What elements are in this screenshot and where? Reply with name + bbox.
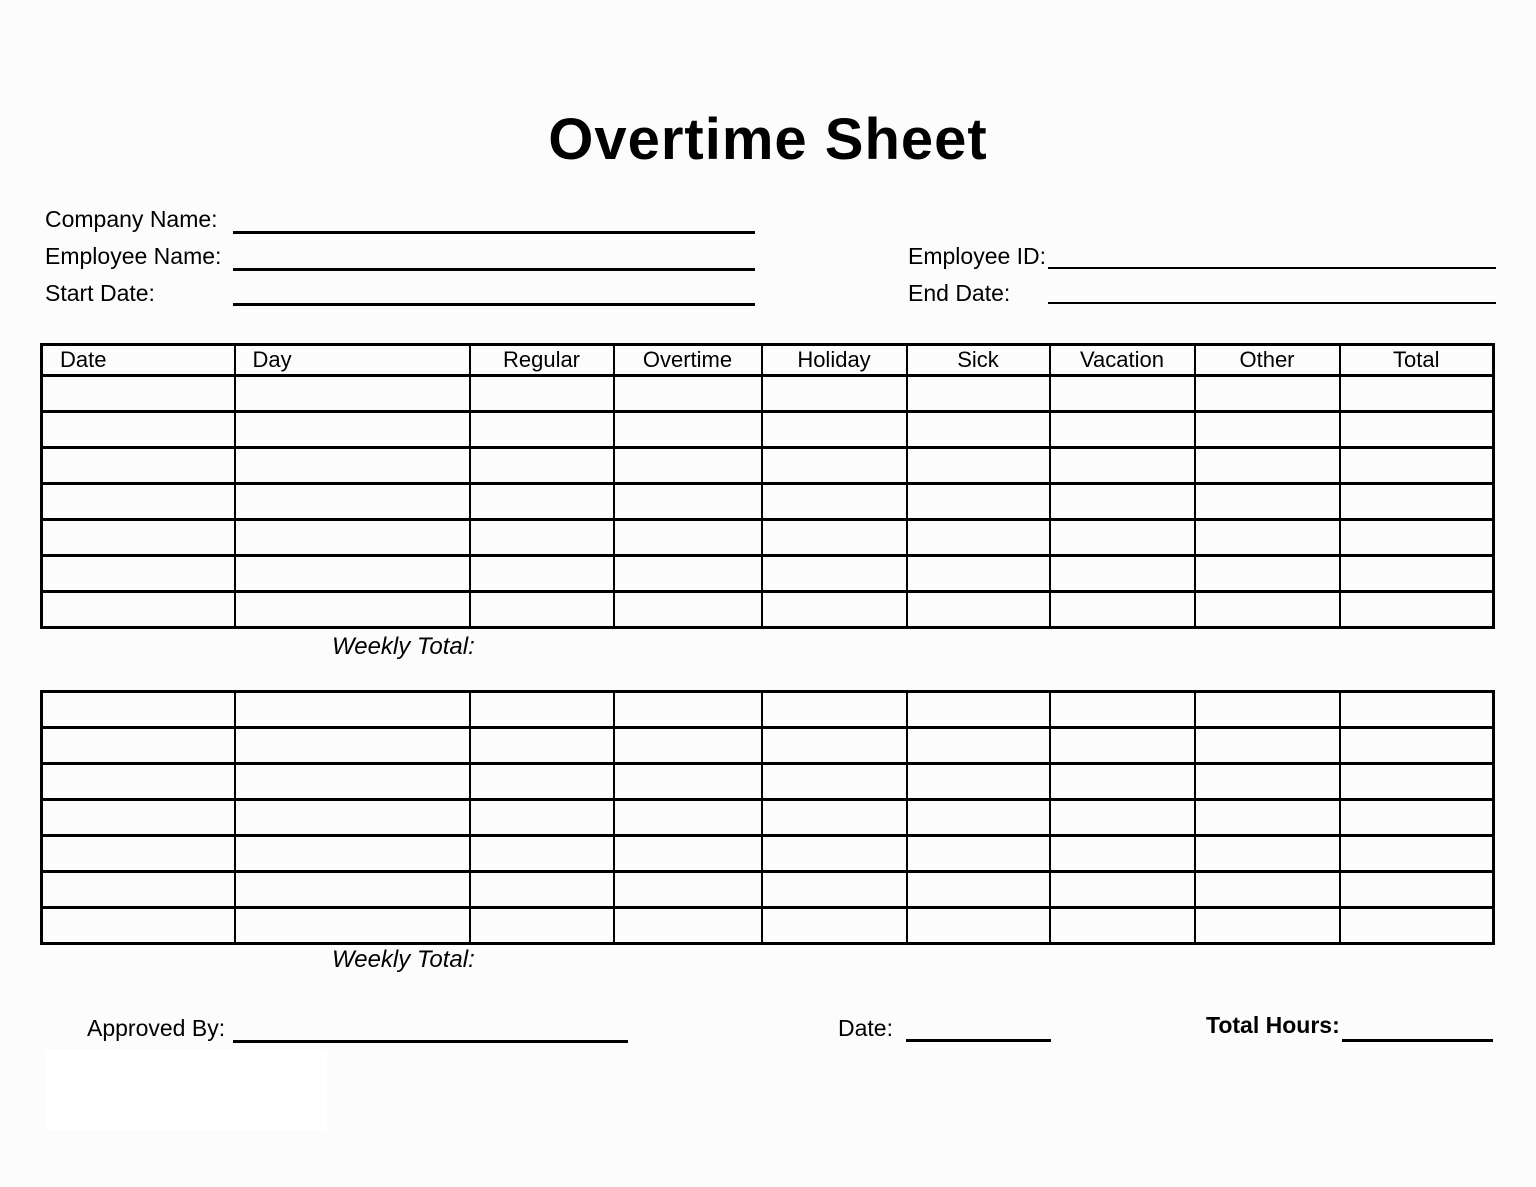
table-row <box>42 412 1494 448</box>
table-row <box>42 448 1494 484</box>
table-cell[interactable] <box>470 520 614 556</box>
table-cell[interactable] <box>762 520 907 556</box>
table-cell[interactable] <box>42 800 235 836</box>
table-cell[interactable] <box>1050 908 1195 944</box>
table-cell[interactable] <box>470 908 614 944</box>
table-cell[interactable] <box>614 908 762 944</box>
table-cell[interactable] <box>470 556 614 592</box>
table-cell[interactable] <box>907 800 1050 836</box>
table-cell[interactable] <box>1340 556 1494 592</box>
table-cell[interactable] <box>1050 872 1195 908</box>
table-cell[interactable] <box>1340 484 1494 520</box>
table-cell[interactable] <box>42 836 235 872</box>
col-header-other: Other <box>1195 345 1340 376</box>
company-name-label: Company Name: <box>45 206 218 232</box>
table-cell[interactable] <box>235 836 470 872</box>
employee-id-field[interactable] <box>1048 267 1496 269</box>
table-cell[interactable] <box>762 800 907 836</box>
col-header-vacation: Vacation <box>1050 345 1195 376</box>
table-cell[interactable] <box>42 376 235 412</box>
table-cell[interactable] <box>235 908 470 944</box>
table-cell[interactable] <box>762 728 907 764</box>
table-row <box>42 800 1494 836</box>
table-cell[interactable] <box>470 728 614 764</box>
table-cell[interactable] <box>1195 592 1340 628</box>
table-cell[interactable] <box>42 592 235 628</box>
table-cell[interactable] <box>1340 412 1494 448</box>
table-row <box>42 836 1494 872</box>
table-cell[interactable] <box>614 728 762 764</box>
table-cell[interactable] <box>235 556 470 592</box>
table-cell[interactable] <box>907 448 1050 484</box>
table-cell[interactable] <box>1340 800 1494 836</box>
table-cell[interactable] <box>235 872 470 908</box>
weekly-total-label-2: Weekly Total: <box>332 946 475 973</box>
table-cell[interactable] <box>907 556 1050 592</box>
table-cell[interactable] <box>614 448 762 484</box>
table-cell[interactable] <box>1195 728 1340 764</box>
table-cell[interactable] <box>42 692 235 728</box>
table-cell[interactable] <box>1195 556 1340 592</box>
table-cell[interactable] <box>42 448 235 484</box>
table-cell[interactable] <box>470 484 614 520</box>
table-cell[interactable] <box>1050 556 1195 592</box>
start-date-field[interactable] <box>233 303 755 306</box>
table-cell[interactable] <box>762 448 907 484</box>
table-cell[interactable] <box>1195 836 1340 872</box>
table-cell[interactable] <box>235 728 470 764</box>
footer-date-field[interactable] <box>906 1039 1051 1042</box>
table-cell[interactable] <box>1050 764 1195 800</box>
table-cell[interactable] <box>235 764 470 800</box>
table-cell[interactable] <box>1195 412 1340 448</box>
table-cell[interactable] <box>42 908 235 944</box>
table-cell[interactable] <box>42 484 235 520</box>
table-cell[interactable] <box>470 836 614 872</box>
table-cell[interactable] <box>42 728 235 764</box>
table-cell[interactable] <box>1195 448 1340 484</box>
white-patch <box>45 1050 327 1130</box>
table-cell[interactable] <box>235 484 470 520</box>
col-header-sick: Sick <box>907 345 1050 376</box>
table-cell[interactable] <box>1050 728 1195 764</box>
table-cell[interactable] <box>1050 800 1195 836</box>
table-cell[interactable] <box>1340 376 1494 412</box>
table-cell[interactable] <box>1050 376 1195 412</box>
table-cell[interactable] <box>470 448 614 484</box>
table-cell[interactable] <box>907 592 1050 628</box>
employee-name-field[interactable] <box>233 268 755 271</box>
table-cell[interactable] <box>907 520 1050 556</box>
company-name-field[interactable] <box>233 231 755 234</box>
col-header-holiday: Holiday <box>762 345 907 376</box>
table-cell[interactable] <box>235 800 470 836</box>
table-cell[interactable] <box>1340 692 1494 728</box>
table-cell[interactable] <box>1195 692 1340 728</box>
table-cell[interactable] <box>907 412 1050 448</box>
table-cell[interactable] <box>762 872 907 908</box>
table-cell[interactable] <box>470 412 614 448</box>
table-cell[interactable] <box>1195 800 1340 836</box>
table-cell[interactable] <box>1340 764 1494 800</box>
col-header-regular: Regular <box>470 345 614 376</box>
table-cell[interactable] <box>907 484 1050 520</box>
start-date-label: Start Date: <box>45 280 155 306</box>
table-cell[interactable] <box>762 592 907 628</box>
table-cell[interactable] <box>614 376 762 412</box>
table-row <box>42 520 1494 556</box>
table-cell[interactable] <box>235 592 470 628</box>
table-cell[interactable] <box>42 412 235 448</box>
table-cell[interactable] <box>1050 412 1195 448</box>
table-cell[interactable] <box>235 448 470 484</box>
table-cell[interactable] <box>235 692 470 728</box>
table-cell[interactable] <box>235 376 470 412</box>
table-row <box>42 728 1494 764</box>
table-cell[interactable] <box>762 556 907 592</box>
table-cell[interactable] <box>1340 592 1494 628</box>
table-cell[interactable] <box>762 376 907 412</box>
table-cell[interactable] <box>614 764 762 800</box>
table-cell[interactable] <box>1340 908 1494 944</box>
col-header-date: Date <box>42 345 235 376</box>
table-cell[interactable] <box>470 376 614 412</box>
table-cell[interactable] <box>762 764 907 800</box>
table-cell[interactable] <box>235 520 470 556</box>
table-cell[interactable] <box>614 556 762 592</box>
table-cell[interactable] <box>42 556 235 592</box>
table-cell[interactable] <box>614 592 762 628</box>
table-cell[interactable] <box>235 412 470 448</box>
table-cell[interactable] <box>42 872 235 908</box>
table-cell[interactable] <box>42 520 235 556</box>
table-cell[interactable] <box>907 908 1050 944</box>
table-cell[interactable] <box>470 592 614 628</box>
table-cell[interactable] <box>1340 520 1494 556</box>
table-cell[interactable] <box>762 692 907 728</box>
table-cell[interactable] <box>1195 484 1340 520</box>
table-cell[interactable] <box>470 764 614 800</box>
table-cell[interactable] <box>907 872 1050 908</box>
table-cell[interactable] <box>614 800 762 836</box>
table-row <box>42 908 1494 944</box>
employee-id-label: Employee ID: <box>908 243 1047 269</box>
table-cell[interactable] <box>907 376 1050 412</box>
table-cell[interactable] <box>1195 520 1340 556</box>
table-cell[interactable] <box>762 484 907 520</box>
table-cell[interactable] <box>1050 836 1195 872</box>
table-cell[interactable] <box>1340 448 1494 484</box>
table-cell[interactable] <box>614 520 762 556</box>
table-cell[interactable] <box>762 836 907 872</box>
col-header-overtime: Overtime <box>614 345 762 376</box>
table-header-row <box>42 345 1494 376</box>
table-cell[interactable] <box>42 764 235 800</box>
table-row <box>42 872 1494 908</box>
weekly-total-label-1: Weekly Total: <box>332 633 475 660</box>
table-cell[interactable] <box>1195 764 1340 800</box>
table-cell[interactable] <box>614 484 762 520</box>
table-cell[interactable] <box>762 412 907 448</box>
table-cell[interactable] <box>762 908 907 944</box>
week2-table <box>40 690 1495 945</box>
approved-by-field[interactable] <box>233 1040 628 1043</box>
table-cell[interactable] <box>1195 872 1340 908</box>
table-cell[interactable] <box>907 692 1050 728</box>
table-cell[interactable] <box>907 836 1050 872</box>
table-cell[interactable] <box>614 836 762 872</box>
end-date-label: End Date: <box>908 280 1011 306</box>
table-cell[interactable] <box>614 872 762 908</box>
col-header-day: Day <box>235 345 470 376</box>
table-cell[interactable] <box>907 728 1050 764</box>
table-cell[interactable] <box>1195 376 1340 412</box>
table-cell[interactable] <box>1050 520 1195 556</box>
end-date-field[interactable] <box>1048 302 1496 304</box>
total-hours-label: Total Hours: <box>1206 1012 1340 1038</box>
table-row <box>42 376 1494 412</box>
table-cell[interactable] <box>1050 484 1195 520</box>
table-row <box>42 592 1494 628</box>
page-title: Overtime Sheet <box>548 107 988 172</box>
table-cell[interactable] <box>1340 728 1494 764</box>
table-cell[interactable] <box>470 872 614 908</box>
table-cell[interactable] <box>1340 836 1494 872</box>
approved-by-label: Approved By: <box>87 1015 226 1041</box>
footer-date-label: Date: <box>838 1015 893 1041</box>
col-header-total: Total <box>1340 345 1494 376</box>
table-cell[interactable] <box>1195 908 1340 944</box>
table-cell[interactable] <box>1050 448 1195 484</box>
table-cell[interactable] <box>614 692 762 728</box>
table-cell[interactable] <box>907 764 1050 800</box>
table-cell[interactable] <box>470 692 614 728</box>
total-hours-field[interactable] <box>1342 1039 1493 1042</box>
table-row <box>42 556 1494 592</box>
table-cell[interactable] <box>470 800 614 836</box>
employee-name-label: Employee Name: <box>45 243 222 269</box>
table-cell[interactable] <box>1050 592 1195 628</box>
table-row <box>42 692 1494 728</box>
table-cell[interactable] <box>1340 872 1494 908</box>
table-row <box>42 484 1494 520</box>
week1-table <box>40 343 1495 629</box>
table-cell[interactable] <box>1050 692 1195 728</box>
table-row <box>42 764 1494 800</box>
table-cell[interactable] <box>614 412 762 448</box>
